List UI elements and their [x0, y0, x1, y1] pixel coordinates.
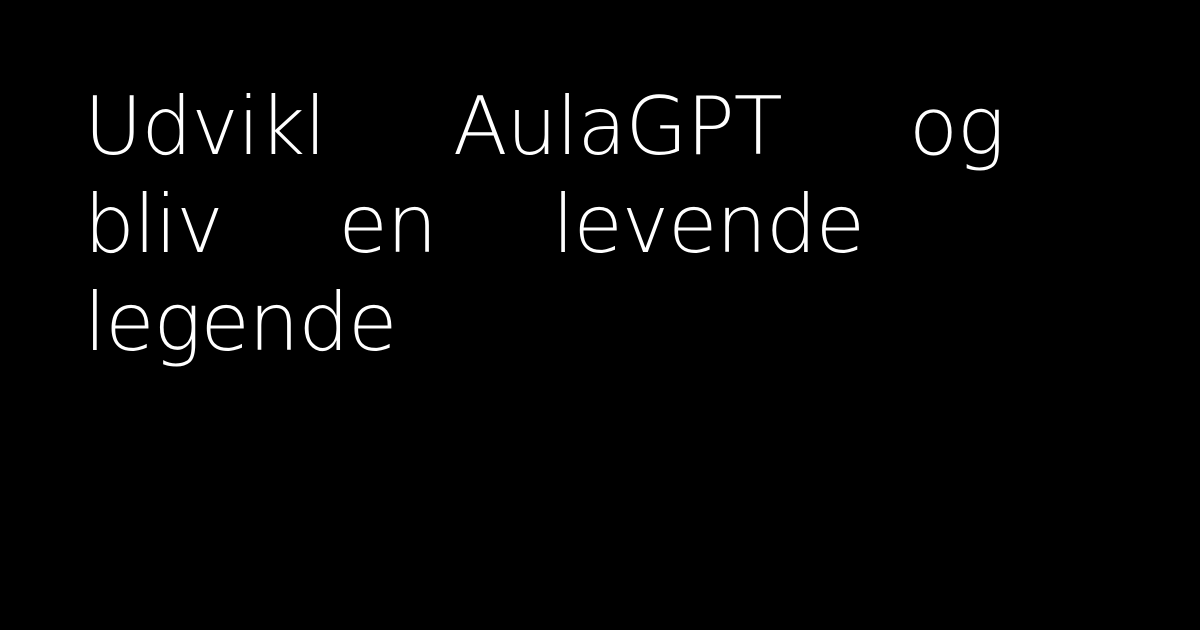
headline	[84, 78, 1004, 372]
headline-line-1	[84, 78, 1004, 176]
headline-word: en	[338, 178, 437, 271]
headline-word: legende	[84, 276, 397, 369]
headline-word: levende	[552, 178, 864, 271]
headline-word: bliv	[84, 178, 223, 271]
headline-word: og	[909, 80, 1004, 173]
headline-word: Udvikl	[84, 80, 326, 173]
headline-line-3	[84, 274, 1004, 372]
headline-line-2	[84, 176, 864, 274]
headline-word: AulaGPT	[452, 80, 782, 173]
